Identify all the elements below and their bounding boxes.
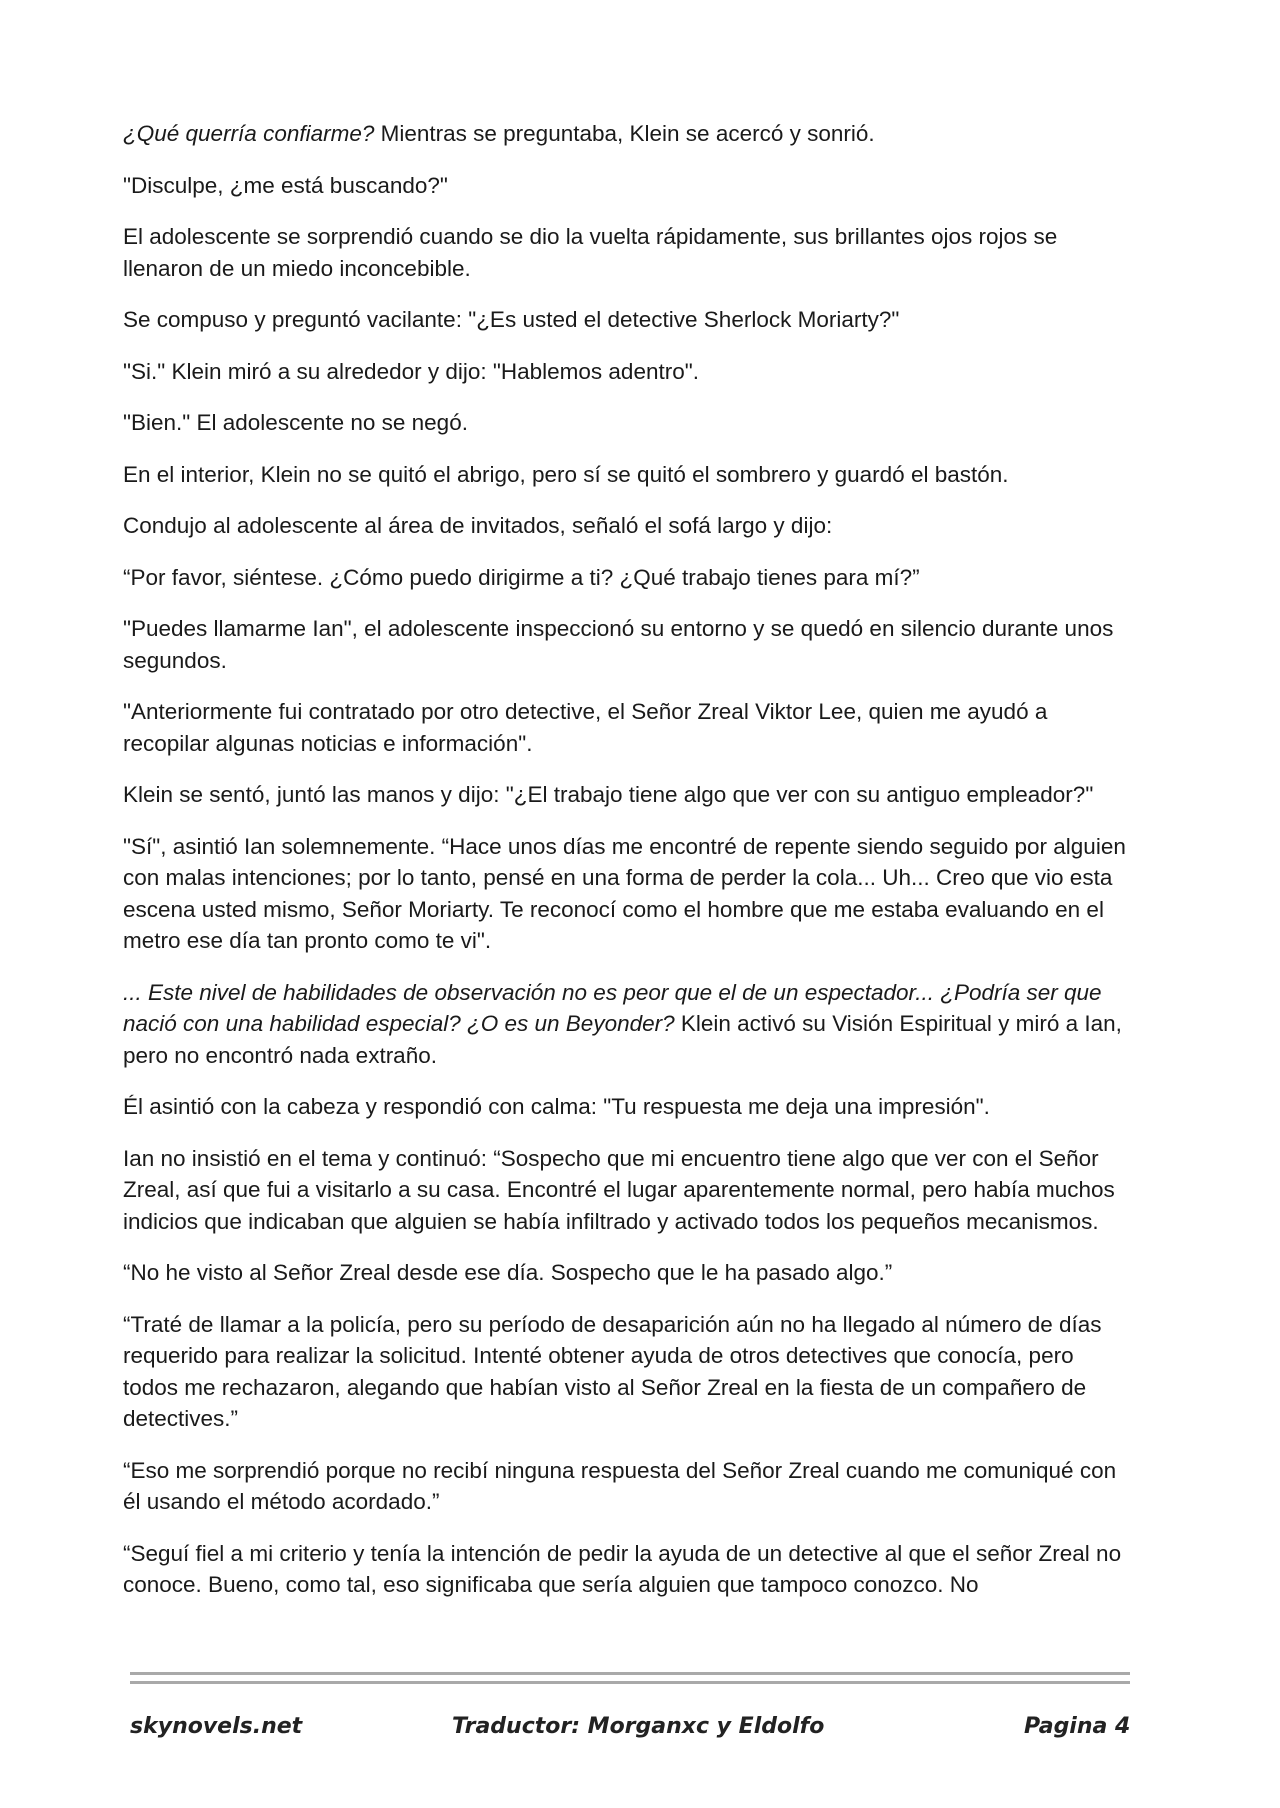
paragraph-8: Condujo al adolescente al área de invitados, señaló el sofá largo y dijo: [123,513,833,538]
paragraph-20: “Seguí fiel a mi criterio y tenía la intención de pedir la ayuda de un detective al que el señor Zreal no conoce. Bueno, como tal, eso significaba que sería alguien que tampoco conozco. No [123,1540,1122,1597]
footer-divider-top [130,1672,1130,1675]
paragraph-15: Él asintió con la cabeza y respondió con calma: "Tu respuesta me deja una impresión". [123,1094,990,1119]
thought-text: ... Este nivel de habilidades de observación no es peor que el de un espectador... ¿Podría ser que nació con una habilidad especial? ¿O es un Beyonder? [123,979,1102,1036]
paragraph-18: “Traté de llamar a la policía, pero su período de desaparición aún no ha llegado al número de días requerido para realizar la solicitud. Intenté obtener ayuda de otros detectives que conocía, pero todos me rechazaron, alegando que habían visto al Señor Zreal en la fiesta de un compañero de detectives.” [123,1311,1102,1431]
paragraph-5: "Si." Klein miró a su alrededor y dijo: "Hablemos adentro". [123,358,699,384]
paragraph-19: “Eso me sorprendió porque no recibí ninguna respuesta del Señor Zreal cuando me comuniqué con él usando el método acordado.” [123,1457,1117,1514]
paragraph-14 [123,977,1133,1072]
paragraph-12: Klein se sentó, juntó las manos y dijo: "¿El trabajo tiene algo que ver con su antiguo empleador?" [123,782,1094,807]
footer-page-number: Pagina 4 [1024,1714,1131,1739]
paragraph-text: Klein activó su Visión Espiritual y miró a Ian, pero no encontró nada extraño. [123,1011,1122,1068]
paragraph-text: Mientras se preguntaba, Klein se acercó y sonrió. [374,121,875,146]
thought-text: ¿Qué querría confiarme? [123,121,375,146]
paragraph-11: "Anteriormente fui contratado por otro detective, el Señor Zreal Viktor Lee, quien me ayudó a recopilar algunas noticias e información". [123,699,1048,756]
footer-site: skynovels.net [130,1714,303,1739]
footer-translator: Traductor: Morganxc y Eldolfo [452,1714,825,1739]
paragraph-2: "Disculpe, ¿me está buscando?" [123,172,448,198]
paragraph-6: "Bien." El adolescente no se negó. [123,410,468,435]
paragraph-7: En el interior, Klein no se quitó el abrigo, pero sí se quitó el sombrero y guardó el bastón. [123,461,1009,487]
paragraph-1 [123,118,1133,150]
paragraph-10: "Puedes llamarme Ian", el adolescente inspeccionó su entorno y se quedó en silencio durante unos segundos. [123,616,1114,673]
paragraph-4: Se compuso y preguntó vacilante: "¿Es usted el detective Sherlock Moriarty?" [123,307,900,332]
document-body [123,118,1133,1621]
paragraph-16: Ian no insistió en el tema y continuó: “Sospecho que mi encuentro tiene algo que ver con el Señor Zreal, así que fui a visitarlo a su casa. Encontré el lugar aparentemente normal, pero había muchos indicios que indicaban que alguien se había infiltrado y activado todos los pequeños mecanismos. [123,1145,1115,1234]
footer-divider-bottom [130,1681,1130,1684]
paragraph-3: El adolescente se sorprendió cuando se dio la vuelta rápidamente, sus brillantes ojos rojos se llenaron de un miedo inconcebible. [123,224,1058,281]
paragraph-9: “Por favor, siéntese. ¿Cómo puedo dirigirme a ti? ¿Qué trabajo tienes para mí?” [123,564,920,590]
paragraph-17: “No he visto al Señor Zreal desde ese día. Sospecho que le ha pasado algo.” [123,1260,893,1285]
paragraph-13: "Sí", asintió Ian solemnemente. “Hace unos días me encontré de repente siendo seguido por alguien con malas intenciones; por lo tanto, pensé en una forma de perder la cola... Uh... Creo que vio esta escena usted mismo, Señor Moriarty. Te reconocí como el hombre que me estaba evaluando en el metro ese día tan pronto como te vi". [123,833,1126,953]
